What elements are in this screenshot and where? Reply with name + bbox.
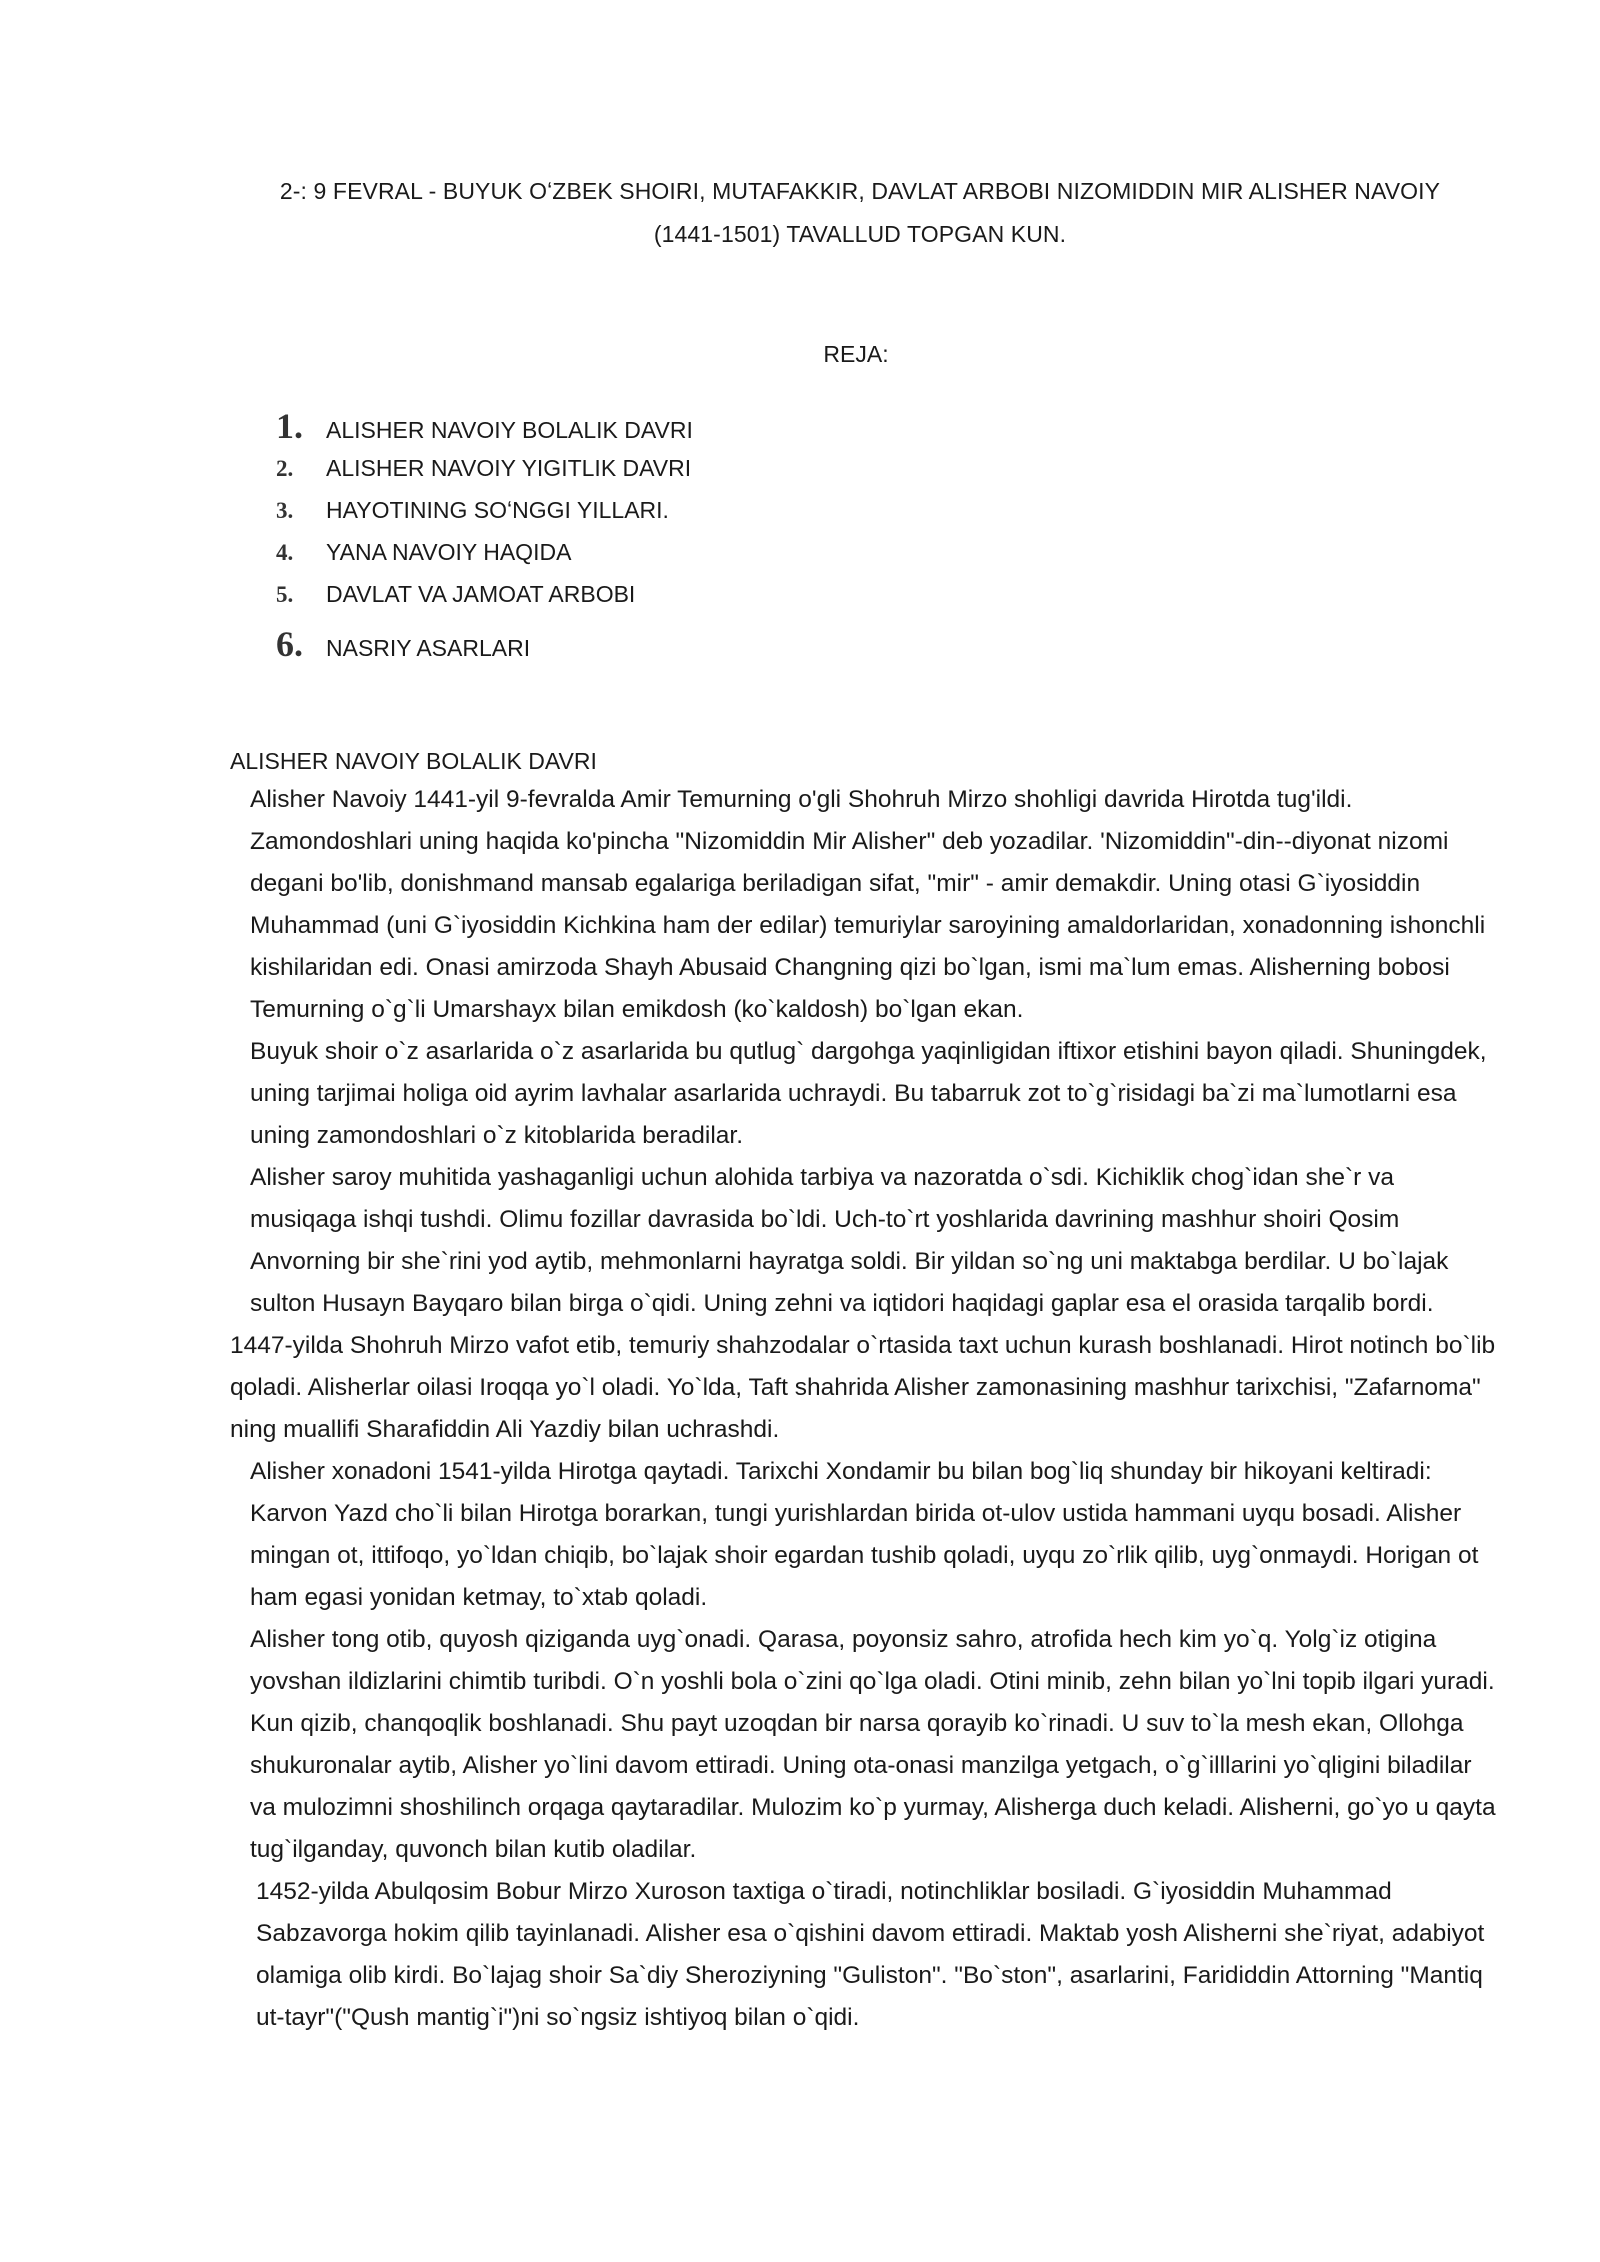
paragraph: Alisher Navoiy 1441-yil 9-fevralda Amir Temurning o'gli Shohruh Mirzo shohligi davrida Hirotda tug'ildi. Zamondoshlari uning haqida ko'pincha "Nizomiddin Mir Alisher" deb yozadilar. 'Nizomiddin"-din--diyonat nizomi degani bo'lib, donishmand mansab egalariga beriladigan sifat, "mir" - amir demakdir. Uning otasi G`iyosiddin Muhammad (uni G`iyosiddin Kichkina ham der edilar) temuriylar saroyining amaldorlaridan, xonadonning ishonchli kishilaridan edi. Onasi amirzoda Shayh Abusaid Changning qizi bo`lgan, ismi ma`lum emas. Alisherning bobosi Temurning o`g`li Umarshayx bilan emikdosh (ko`kaldosh) bo`lgan ekan. bbox=[250, 786, 1486, 1023]
plan-item bbox=[276, 623, 1176, 673]
document-title bbox=[210, 170, 1510, 256]
paragraph: Alisher saroy muhitida yashaganligi uchun alohida tarbiya va nazoratda o`sdi. Kichiklik chog`idan she`r va musiqaga ishqi tushdi. Olimu fozillar davrasida bo`ldi. Uch-to`rt yoshlarida davrining mashhur shoiri Qosim Anvorning bir she`rini yod aytib, mehmonlarni hayratga soldi. Bir yildan so`ng uni maktabga berdilar. U bo`lajak sulton Husayn Bayqaro bilan birga o`qidi. Uning zehni va iqtidori haqidagi gaplar esa el orasida tarqalib bordi. bbox=[250, 1164, 1449, 1317]
title-line-2: (1441-1501) TAVALLUD TOPGAN KUN. bbox=[653, 221, 1067, 247]
plan-list bbox=[276, 405, 1176, 673]
paragraph: Alisher tong otib, quyosh qiziganda uyg`onadi. Qarasa, poyonsiz sahro, atrofida hech kim yo`q. Yolg`iz otigina yovshan ildizlarini chimtib turibdi. O`n yoshli bola o`zini qo`lga oladi. Otini minib, zehn bilan yo`lni topib ilgari yuradi. Kun qizib, chanqoqlik boshlanadi. Shu payt uzoqdan bir narsa qorayib ko`rinadi. U suv to`la mesh ekan, Ollohga shukuronalar aytib, Alisher yo`lini davom ettiradi. Uning ota-onasi manzilga yetgach, o`g`illlarini yo`qligini biladilar va mulozimni shoshilinch orqaga qaytaradilar. Mulozim ko`p yurmay, Alisherga duch keladi. Alisherni, go`yo u qayta tug`ilganday, quvonch bilan kutib oladilar. bbox=[250, 1626, 1496, 1863]
plan-item-number: 3. bbox=[276, 498, 294, 523]
plan-item-text: ALISHER NAVOIY BOLALIK DAVRI bbox=[326, 417, 693, 443]
plan-item-number: 1. bbox=[276, 406, 303, 446]
plan-item-text: DAVLAT VA JAMOAT ARBOBI bbox=[326, 581, 636, 607]
plan-item-number: 4. bbox=[276, 540, 294, 565]
plan-item bbox=[276, 497, 1176, 539]
paragraph: Alisher xonadoni 1541-yilda Hirotga qaytadi. Tarixchi Xondamir bu bilan bog`liq shunday bir hikoyani keltiradi: Karvon Yazd cho`li bilan Hirotga borarkan, tungi yurishlardan birida ot-ulov ustida hammani uyqu bosadi. Alisher mingan ot, ittifoqo, yo`ldan chiqib, bo`lajak shoir egardan tushib qoladi, uyqu zo`rlik qilib, uyg`onmaydi. Horigan ot ham egasi yonidan ketmay, to`xtab qoladi. bbox=[250, 1458, 1479, 1611]
title-line-1: 2-: 9 FEVRAL - BUYUK OʻZBEK SHOIRI, MUTAFAKKIR, DAVLAT ARBOBI NIZOMIDDIN MIR ALISHER NAVOIY bbox=[279, 178, 1441, 204]
paragraph: 1447-yilda Shohruh Mirzo vafot etib, temuriy shahzodalar o`rtasida taxt uchun kurash boshlanadi. Hirot notinch bo`lib qoladi. Alisherlar oilasi Iroqqa yo`l oladi. Yo`lda, Taft shahrida Alisher zamonasining mashhur tarixchisi, "Zafarnoma" ning muallifi Sharafiddin Ali Yazdiy bilan uchrashdi. bbox=[230, 1332, 1496, 1443]
plan-item bbox=[276, 539, 1176, 581]
plan-item-number: 2. bbox=[276, 456, 294, 481]
body-text bbox=[230, 779, 1500, 2039]
section-heading: ALISHER NAVOIY BOLALIK DAVRI bbox=[230, 748, 597, 774]
plan-item-text: NASRIY ASARLARI bbox=[326, 635, 531, 661]
plan-item-number: 5. bbox=[276, 582, 294, 607]
plan-item bbox=[276, 455, 1176, 497]
plan-item-text: YANA NAVOIY HAQIDA bbox=[326, 539, 572, 565]
plan-heading: REJA: bbox=[823, 341, 889, 367]
plan-item bbox=[276, 405, 1176, 455]
paragraph: Buyuk shoir o`z asarlarida o`z asarlarida bu qutlug` dargohga yaqinligidan iftixor etishini bayon qiladi. Shuningdek, uning tarjimai holiga oid ayrim lavhalar asarlarida uchraydi. Bu tabarruk zot to`g`risidagi ba`zi ma`lumotlarni esa uning zamondoshlari o`z kitoblarida beradilar. bbox=[250, 1038, 1487, 1149]
plan-item-number: 6. bbox=[276, 624, 303, 664]
plan-item-text: HAYOTINING SOʻNGGI YILLARI. bbox=[326, 497, 669, 523]
plan-item-text: ALISHER NAVOIY YIGITLIK DAVRI bbox=[326, 455, 692, 481]
paragraph: 1452-yilda Abulqosim Bobur Mirzo Xuroson taxtiga o`tiradi, notinchliklar bosiladi. G`iyosiddin Muhammad Sabzavorga hokim qilib tayinlanadi. Alisher esa o`qishini davom ettiradi. Maktab yosh Alisherni she`riyat, adabiyot olamiga olib kirdi. Bo`lajag shoir Sa`diy Sheroziyning "Guliston". "Bo`ston", asarlarini, Farididdin Attorning "Mantiq ut-tayr"("Qush mantig`i")ni so`ngsiz ishtiyoq bilan o`qidi. bbox=[256, 1878, 1485, 2031]
plan-item bbox=[276, 581, 1176, 623]
